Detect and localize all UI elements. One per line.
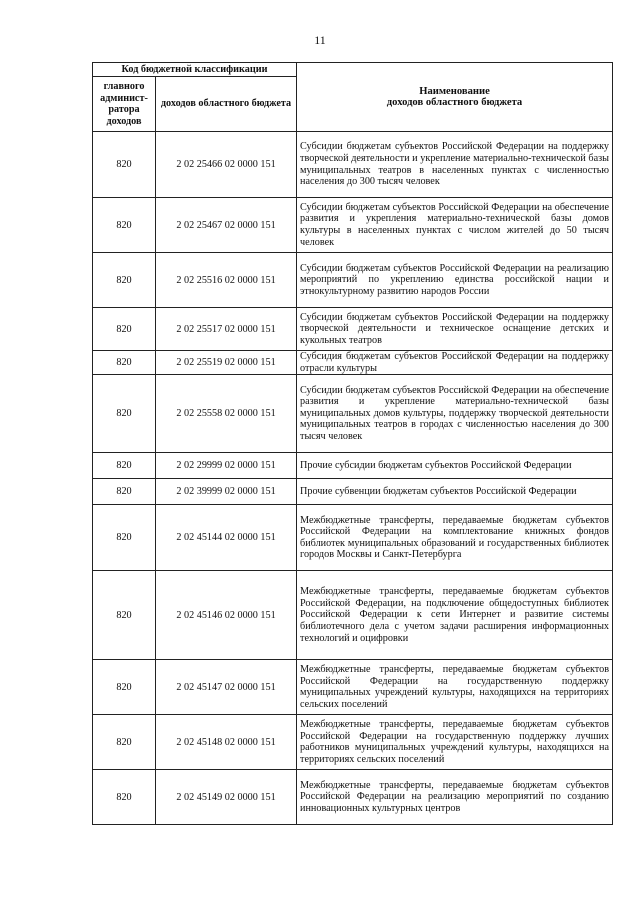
income-code-cell: 2 02 25466 02 0000 151 <box>156 132 297 198</box>
income-name-cell: Субсидии бюджетам субъектов Российской Федерации на обеспечение развития и укрепление материально-технической базы муниципальных домов культуры, поддержку творческой деятельности муниципальных театров в городах с численностью населения до 300 тысяч человек <box>297 375 613 453</box>
income-name-cell: Субсидия бюджетам субъектов Российской Федерации на поддержку отрасли культуры <box>297 351 613 375</box>
admin-code-cell: 820 <box>93 453 156 479</box>
table-row <box>93 375 613 453</box>
table-row <box>93 715 613 770</box>
income-code-cell: 2 02 25519 02 0000 151 <box>156 351 297 375</box>
admin-code-cell: 820 <box>93 132 156 198</box>
income-name-cell: Субсидии бюджетам субъектов Российской Федерации на реализацию мероприятий по укреплению единства российской нации и этнокультурному развитию народов России <box>297 253 613 308</box>
admin-code-cell: 820 <box>93 660 156 715</box>
admin-code-cell: 820 <box>93 715 156 770</box>
income-name-header <box>297 63 613 132</box>
table-row <box>93 253 613 308</box>
admin-code-cell: 820 <box>93 198 156 253</box>
admin-code-cell: 820 <box>93 571 156 660</box>
admin-code-cell: 820 <box>93 770 156 825</box>
table-row <box>93 571 613 660</box>
income-code-cell: 2 02 25516 02 0000 151 <box>156 253 297 308</box>
table-row <box>93 479 613 505</box>
income-code-cell: 2 02 45148 02 0000 151 <box>156 715 297 770</box>
income-code-cell: 2 02 39999 02 0000 151 <box>156 479 297 505</box>
income-name-cell: Прочие субсидии бюджетам субъектов Российской Федерации <box>297 453 613 479</box>
budget-classification-table <box>92 62 613 825</box>
income-code-cell: 2 02 45147 02 0000 151 <box>156 660 297 715</box>
income-code-cell: 2 02 45144 02 0000 151 <box>156 505 297 571</box>
income-code-cell: 2 02 25517 02 0000 151 <box>156 308 297 351</box>
income-name-cell: Субсидии бюджетам субъектов Российской Федерации на поддержку творческой деятельности и техническое оснащение детских и кукольных театров <box>297 308 613 351</box>
table-row <box>93 453 613 479</box>
income-name-cell: Субсидии бюджетам субъектов Российской Федерации на поддержку творческой деятельности и укрепление материально-технической базы муниципальных театров в населенных пунктах с численностью населения до 300 тысяч человек <box>297 132 613 198</box>
admin-code-cell: 820 <box>93 479 156 505</box>
table-row <box>93 505 613 571</box>
income-name-cell: Межбюджетные трансферты, передаваемые бюджетам субъектов Российской Федерации на реализацию мероприятий по созданию инновационных культурных центров <box>297 770 613 825</box>
income-name-cell: Межбюджетные трансферты, передаваемые бюджетам субъектов Российской Федерации, на подключение общедоступных библиотек Российской Федерации к сети Интернет и развитие системы библиотечного дела с учетом задачи расширения информационных технологий и оцифровки <box>297 571 613 660</box>
admin-code-cell: 820 <box>93 351 156 375</box>
table-header <box>93 63 613 132</box>
budget-code-group-header: Код бюджетной классификации <box>93 63 297 77</box>
admin-code-cell: 820 <box>93 253 156 308</box>
table-row <box>93 308 613 351</box>
admin-code-cell: 820 <box>93 308 156 351</box>
income-name-cell: Межбюджетные трансферты, передаваемые бюджетам субъектов Российской Федерации на комплектование книжных фондов библиотек муниципальных образований и государственных библиотек городов Москвы и Санкт-Петербурга <box>297 505 613 571</box>
income-name-cell: Субсидии бюджетам субъектов Российской Федерации на обеспечение развития и укрепления материально-технической базы домов культуры в населенных пунктах с числом жителей до 50 тысяч человек <box>297 198 613 253</box>
income-code-cell: 2 02 25467 02 0000 151 <box>156 198 297 253</box>
table-row <box>93 132 613 198</box>
admin-code-cell: 820 <box>93 375 156 453</box>
income-name-header-line1: Наименование <box>419 85 490 97</box>
income-name-header-line2: доходов областного бюджета <box>386 97 523 108</box>
table-body <box>93 132 613 825</box>
income-code-cell: 2 02 29999 02 0000 151 <box>156 453 297 479</box>
page-number: 11 <box>314 33 326 47</box>
income-code-cell: 2 02 25558 02 0000 151 <box>156 375 297 453</box>
table-row <box>93 198 613 253</box>
income-name-cell: Межбюджетные трансферты, передаваемые бюджетам субъектов Российской Федерации на государственную поддержку лучших работников муниципальных учреждений культуры, находящихся на территориях сельских поселений <box>297 715 613 770</box>
table-row <box>93 351 613 375</box>
admin-column-header: главного админист-ратора доходов <box>93 77 156 132</box>
admin-code-cell: 820 <box>93 505 156 571</box>
income-name-cell: Прочие субвенции бюджетам субъектов Российской Федерации <box>297 479 613 505</box>
income-code-cell: 2 02 45146 02 0000 151 <box>156 571 297 660</box>
income-name-cell: Межбюджетные трансферты, передаваемые бюджетам субъектов Российской Федерации на государственную поддержку муниципальных учреждений культуры, находящихся на территориях сельских поселений <box>297 660 613 715</box>
table-row <box>93 770 613 825</box>
income-code-column-header: доходов областного бюджета <box>156 77 297 132</box>
income-code-cell: 2 02 45149 02 0000 151 <box>156 770 297 825</box>
table-row <box>93 660 613 715</box>
